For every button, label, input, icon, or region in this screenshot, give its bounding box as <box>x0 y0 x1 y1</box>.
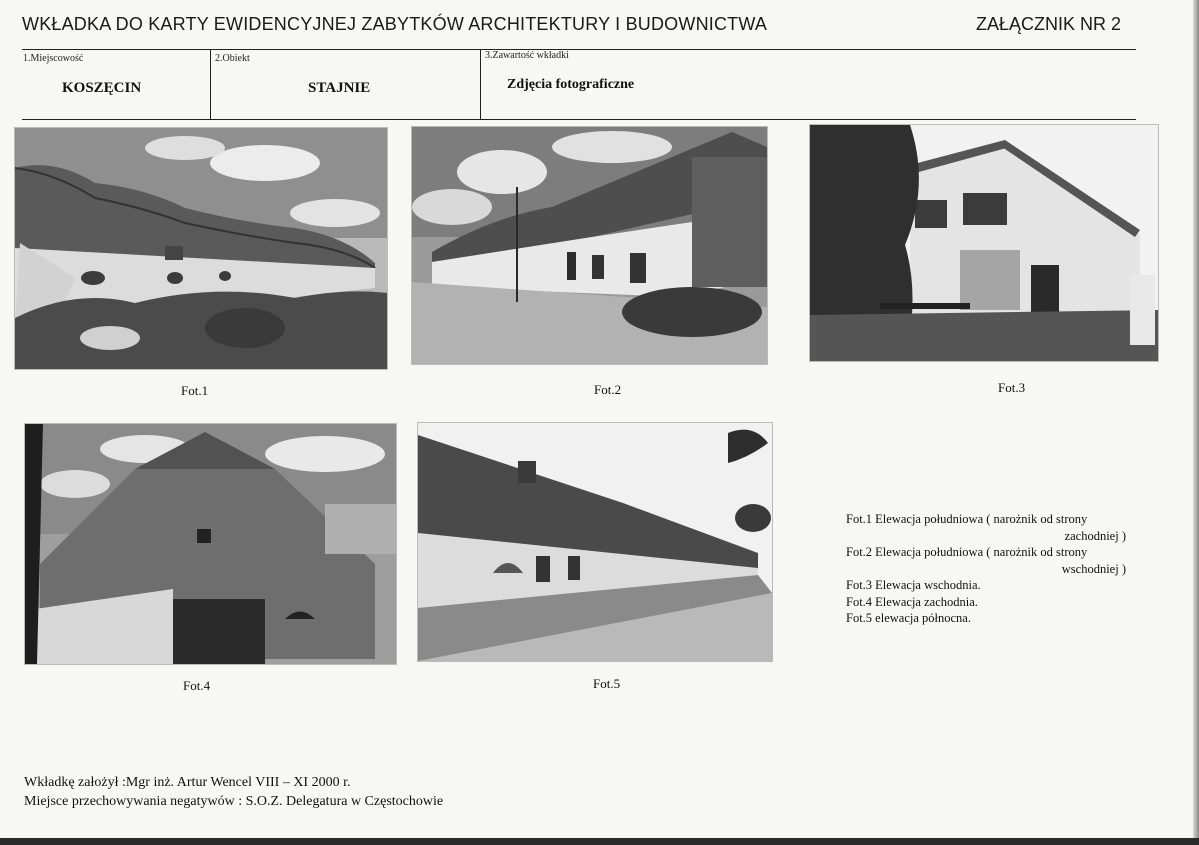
header-bottom-rule <box>22 119 1136 120</box>
photo-1-caption: Fot.1 <box>181 383 209 398</box>
contents-value: Zdjęcia fotograficzne <box>507 77 635 92</box>
storage-line: Miejsce przechowywania negatywów : S.O.Z. Delegatura w Częstochowie <box>24 794 444 809</box>
author-line: Wkładkę założył :Mgr inż. Artur Wencel VIII – XI 2000 r. <box>24 775 351 790</box>
contents-label: 3.Zawartość wkładki <box>485 50 569 61</box>
locality-label: 1.Miejscowość <box>23 53 84 64</box>
header-top-rule <box>22 49 1136 50</box>
photo-2-caption: Fot.2 <box>594 382 622 397</box>
legend-line-4: wschodniej ) <box>1061 561 1126 576</box>
legend-line-5: Fot.3 Elewacja wschodnia. <box>846 578 981 592</box>
photo-1 <box>15 128 387 369</box>
legend-line-6: Fot.4 Elewacja zachodnia. <box>846 594 978 609</box>
legend-line-7: Fot.5 elewacja północna. <box>846 611 971 625</box>
locality-value: KOSZĘCIN <box>62 80 142 96</box>
document-title: WKŁADKA DO KARTY EWIDENCYJNEJ ZABYTKÓW ARCHITEKTURY I BUDOWNICTWA <box>22 14 768 34</box>
object-value: STAJNIE <box>308 80 371 96</box>
photo-3-caption: Fot.3 <box>998 380 1026 395</box>
photo-5-caption: Fot.5 <box>593 676 621 691</box>
annex-number: ZAŁĄCZNIK NR 2 <box>976 14 1122 34</box>
legend-line-2: zachodniej ) <box>1064 528 1126 543</box>
legend-line-3: Fot.2 Elewacja południowa ( narożnik od strony <box>846 545 1088 559</box>
photo-3 <box>810 125 1158 361</box>
photo-4-caption: Fot.4 <box>183 678 211 693</box>
photo-2 <box>412 127 767 364</box>
photo-legend <box>846 511 1126 627</box>
cell-divider-1 <box>210 49 211 119</box>
legend-line-1: Fot.1 Elewacja południowa ( narożnik od strony <box>846 512 1088 526</box>
object-label: 2.Obiekt <box>215 53 250 64</box>
cell-divider-2 <box>480 49 481 119</box>
photo-5 <box>418 423 772 661</box>
scan-bottom-shadow <box>0 838 1199 845</box>
photo-4 <box>25 424 396 664</box>
scan-edge-shadow <box>1193 0 1199 845</box>
